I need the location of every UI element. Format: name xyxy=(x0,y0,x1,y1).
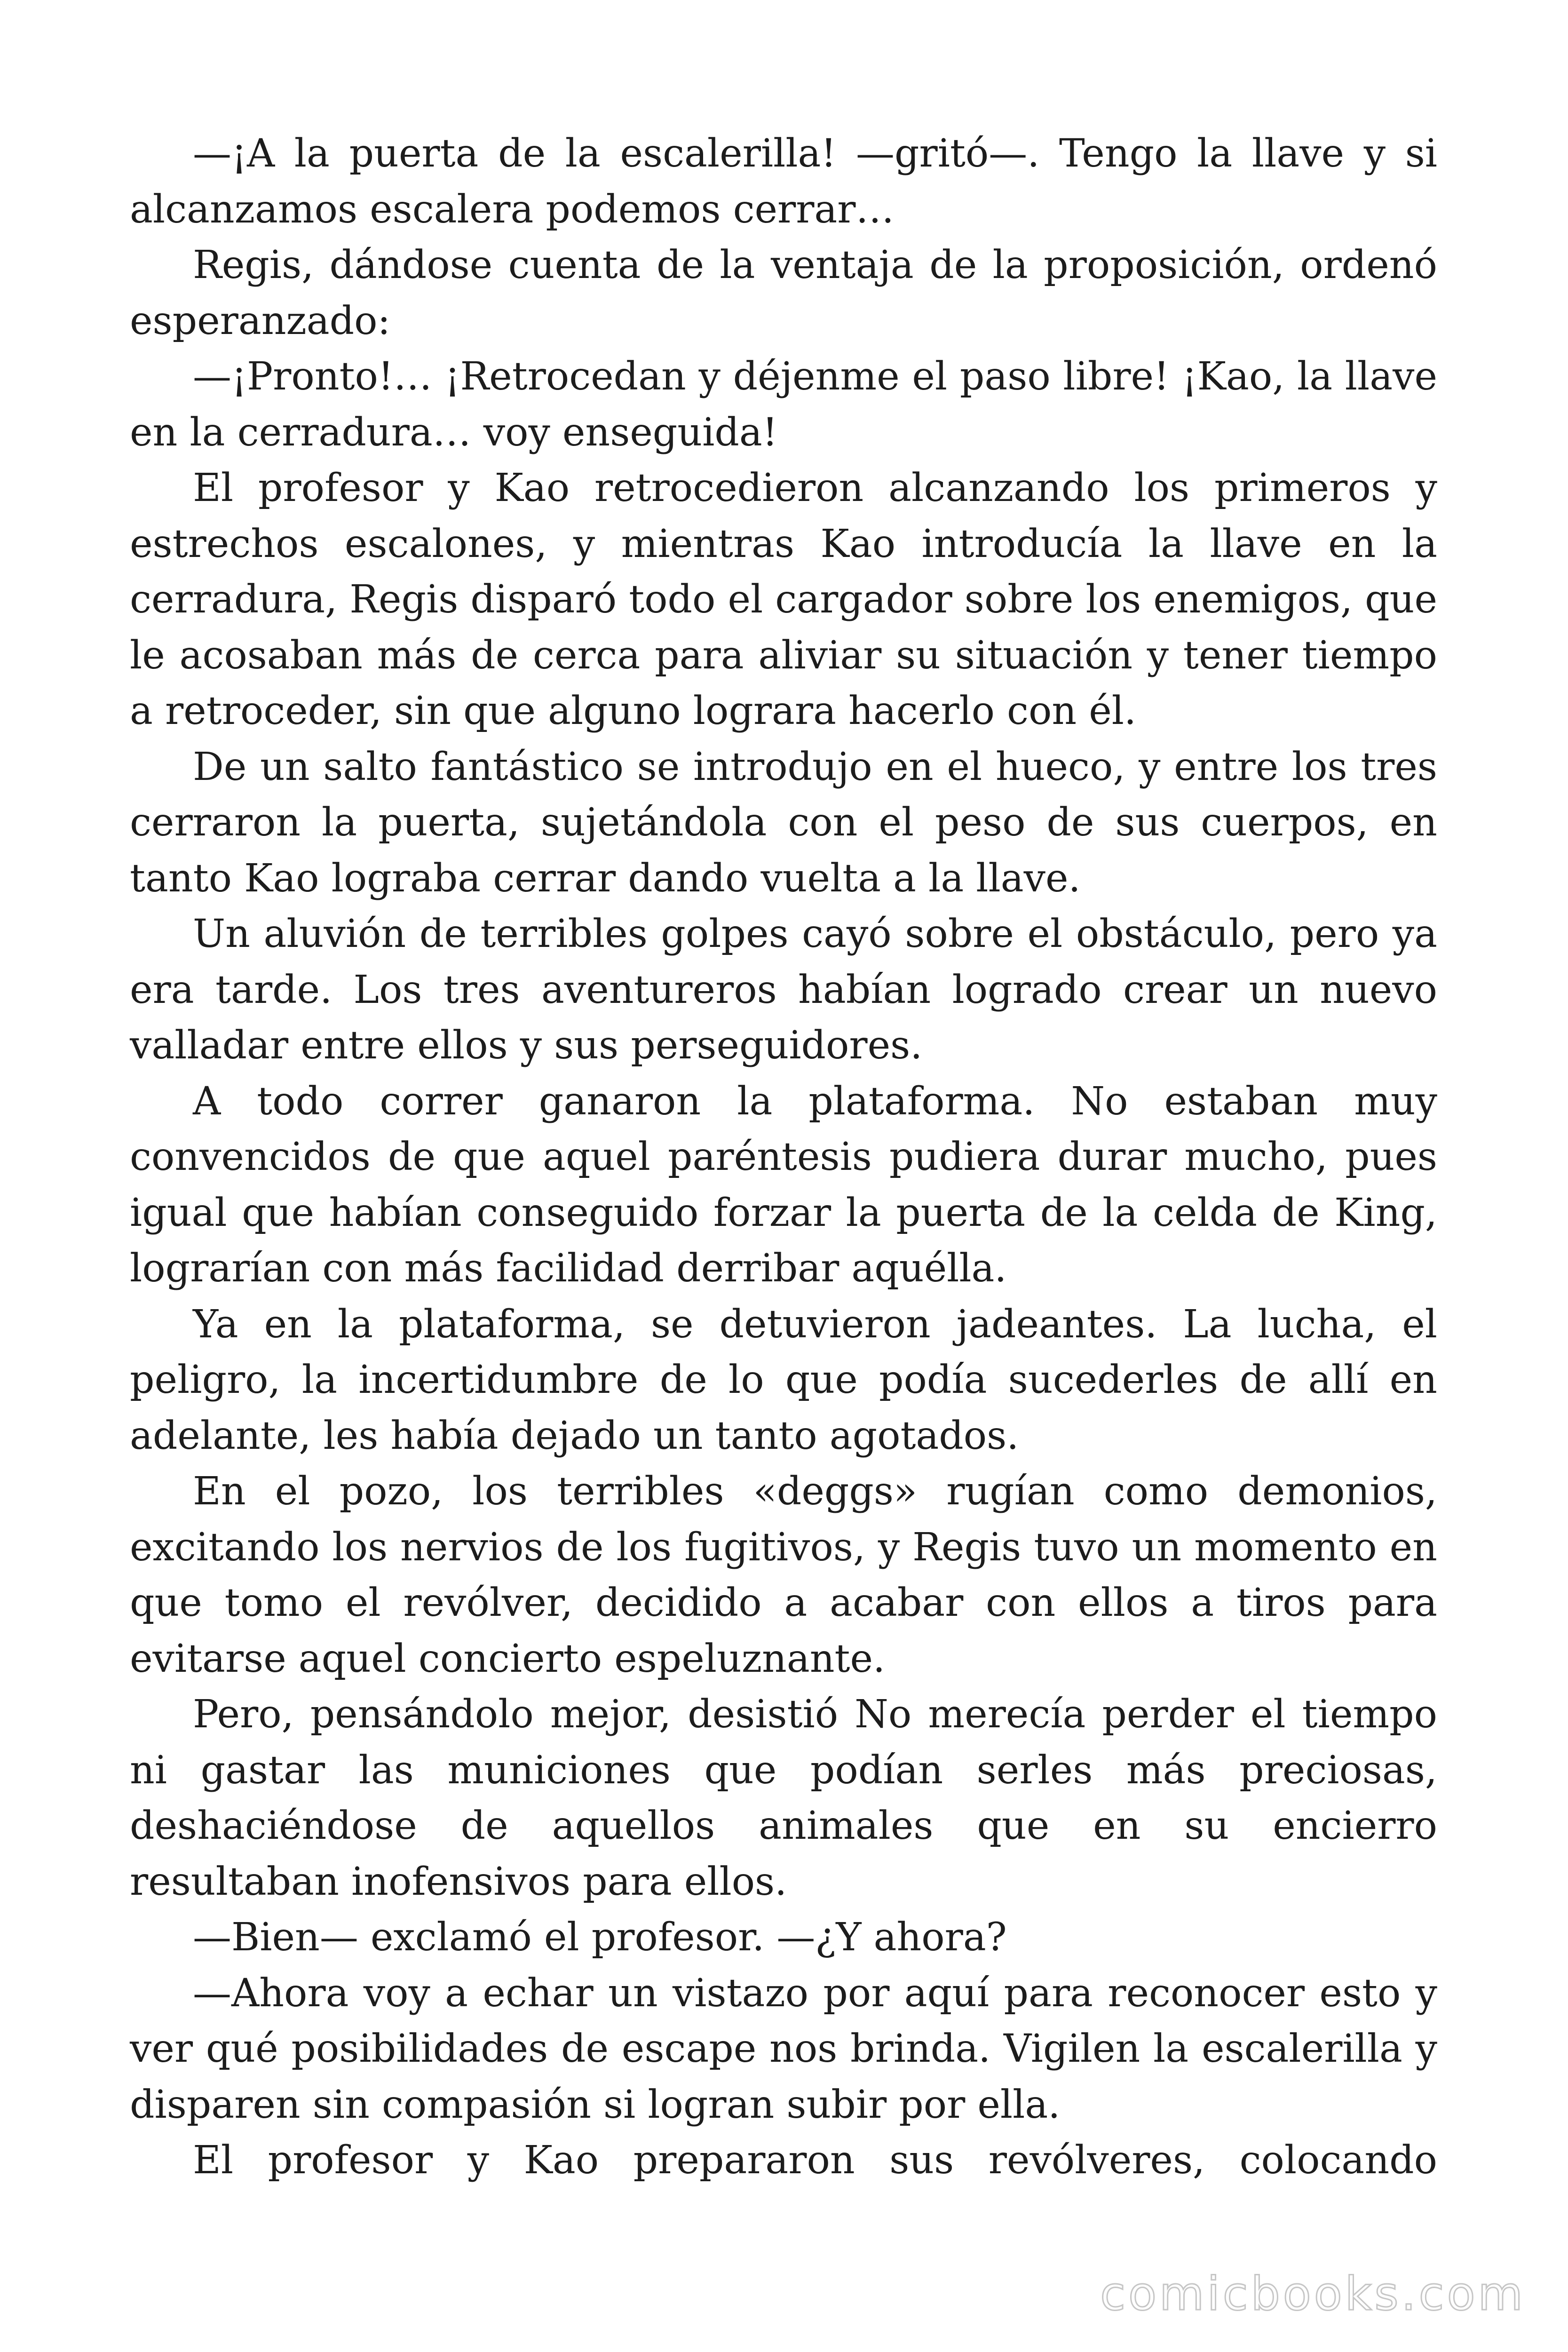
paragraph: De un salto fantástico se introdujo en el hueco, y entre los tres cerraron la puerta, sujetándola con el peso de sus cuerpos, en tanto Kao lograba cerrar dando vuelta a la llave. xyxy=(130,744,1437,901)
paragraph: —¡Pronto!… ¡Retrocedan y déjenme el paso libre! ¡Kao, la llave en la cerradura… voy enseguida! xyxy=(130,354,1437,455)
paragraph: A todo correr ganaron la plataforma. No estaban muy convencidos de que aquel paréntesis pudiera durar mucho, pues igual que habían conseguido forzar la puerta de la celda de King, lograrían con más facilidad derribar aquélla. xyxy=(130,1079,1437,1291)
paragraph: —¡A la puerta de la escalerilla! —gritó—. Tengo la llave y si alcanzamos escalera podemos cerrar… xyxy=(130,131,1437,232)
paragraph: En el pozo, los terribles «deggs» rugían como demonios, excitando los nervios de los fugitivos, y Regis tuvo un momento en que tomo el revólver, decidido a acabar con ellos a tiros para evitarse aquel concierto espeluznante. xyxy=(130,1469,1437,1681)
paragraph: Ya en la plataforma, se detuvieron jadeantes. La lucha, el peligro, la incertidumbre de lo que podía sucederles de allí en adelante, les había dejado un tanto agotados. xyxy=(130,1302,1437,1458)
paragraph: Un aluvión de terribles golpes cayó sobre el obstáculo, pero ya era tarde. Los tres aventureros habían logrado crear un nuevo valladar entre ellos y sus perseguidores. xyxy=(130,912,1437,1068)
page-text xyxy=(130,126,1437,2189)
paragraph: —Ahora voy a echar un vistazo por aquí para reconocer esto y ver qué posibilidades de escape nos brinda. Vigilen la escalerilla y disparen sin compasión si logran subir por ella. xyxy=(130,1971,1437,2127)
paragraph: —Bien— exclamó el profesor. —¿Y ahora? xyxy=(193,1915,1007,1960)
paragraph: Pero, pensándolo mejor, desistió No merecía perder el tiempo ni gastar las municiones que podían serles más preciosas, deshaciéndose de aquellos animales que en su encierro resultaban inofensivos para ellos. xyxy=(130,1692,1437,1904)
paragraph: Regis, dándose cuenta de la ventaja de la proposición, ordenó esperanzado: xyxy=(130,243,1437,343)
watermark: comicbooks.com xyxy=(1100,2267,1526,2321)
paragraph: El profesor y Kao retrocedieron alcanzando los primeros y estrechos escalones, y mientras Kao introducía la llave en la cerradura, Regis disparó todo el cargador sobre los enemigos, que le acosaban más de cerca para aliviar su situación y tener tiempo a retroceder, sin que alguno lograra hacerlo con él. xyxy=(130,466,1437,733)
paragraph-continued: El profesor y Kao prepararon sus revólveres, colocando xyxy=(193,2138,1437,2183)
